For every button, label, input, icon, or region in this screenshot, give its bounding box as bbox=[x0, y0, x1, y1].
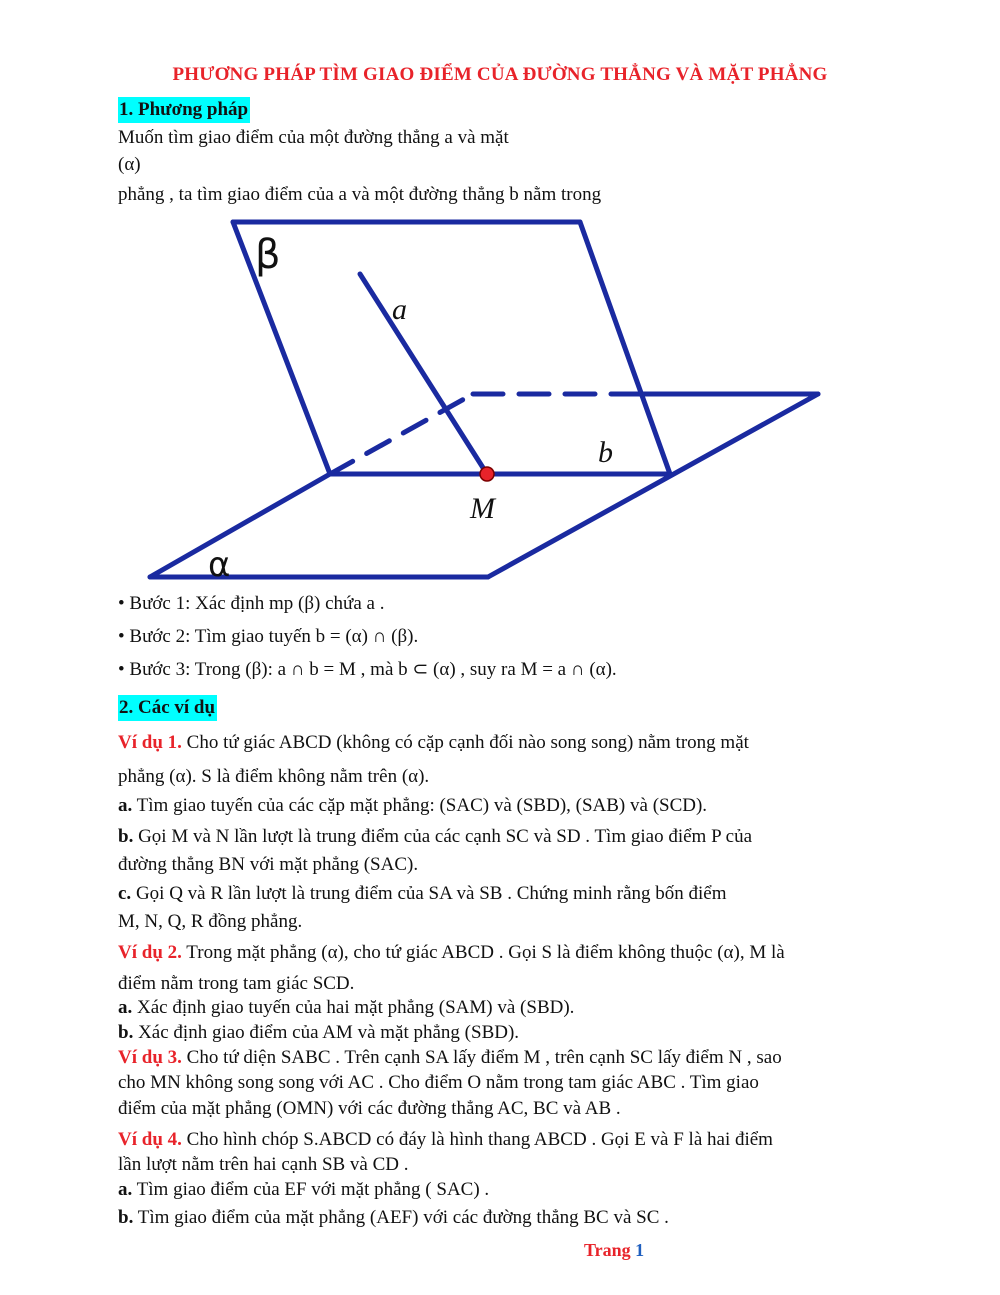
example-4-line-2: lần lượt nằm trên hai cạnh SB và CD . bbox=[118, 1154, 409, 1175]
method-text-1: Muốn tìm giao điểm của một đường thẳng a và mặt bbox=[118, 127, 509, 148]
method-text-3: phẳng , ta tìm giao điểm của a và một đường thẳng b nằm trong bbox=[118, 184, 602, 205]
example-1-b-text-1: Gọi M và N lần lượt là trung điểm của các cạnh SC và SD . Tìm giao điểm P của bbox=[133, 826, 753, 847]
alpha-label: α bbox=[208, 545, 231, 585]
section-1-heading: 1. Phương pháp bbox=[118, 97, 250, 123]
example-3-line-2: cho MN không song song với AC . Cho điểm O nằm trong tam giác ABC . Tìm giao bbox=[118, 1072, 759, 1093]
step-2: • Bước 2: Tìm giao tuyến b = (α) ∩ (β). bbox=[118, 626, 419, 647]
example-4-a-label: a. bbox=[118, 1179, 133, 1200]
example-2-a-text: Xác định giao tuyến của hai mặt phẳng (SAM) và (SBD). bbox=[132, 997, 575, 1018]
page-label: Trang bbox=[584, 1240, 631, 1260]
example-1-line-1 bbox=[118, 731, 749, 755]
example-2-b-text: Xác định giao điểm của AM và mặt phẳng (SBD). bbox=[133, 1022, 520, 1043]
example-1-b-label: b. bbox=[118, 826, 134, 847]
example-2-label: Ví dụ 2. bbox=[118, 942, 182, 963]
example-4-a-text: Tìm giao điểm của EF với mặt phẳng ( SAC) . bbox=[132, 1179, 490, 1200]
example-1-text-1: Cho tứ giác ABCD (không có cặp cạnh đối nào song song) nằm trong mặt bbox=[181, 732, 749, 753]
example-1-part-b-2: đường thẳng BN với mặt phẳng (SAC). bbox=[118, 854, 419, 875]
example-1-label: Ví dụ 1. bbox=[118, 732, 182, 753]
alpha-hidden-left-edge bbox=[330, 394, 473, 474]
example-2-a-label: a. bbox=[118, 997, 133, 1018]
example-1-a-label: a. bbox=[118, 795, 133, 816]
example-1-part-c-2: M, N, Q, R đồng phẳng. bbox=[118, 911, 303, 932]
page-number: 1 bbox=[635, 1240, 645, 1260]
b-label: b bbox=[598, 436, 613, 469]
M-label: M bbox=[470, 492, 495, 525]
example-1-line-2: phẳng (α). S là điểm không nằm trên (α). bbox=[118, 766, 430, 787]
example-4-line-1 bbox=[118, 1128, 773, 1152]
example-1-a-text: Tìm giao tuyến của các cặp mặt phẳng: (SAC) và (SBD), (SAB) và (SCD). bbox=[132, 795, 708, 816]
section-2-heading: 2. Các ví dụ bbox=[118, 695, 217, 721]
example-1-c-label: c. bbox=[118, 883, 132, 904]
example-4-part-b bbox=[118, 1206, 669, 1230]
point-M bbox=[480, 467, 494, 481]
beta-right-edge bbox=[580, 222, 670, 474]
example-2-line-1 bbox=[118, 941, 785, 965]
beta-label: β bbox=[255, 232, 281, 278]
example-2-part-b bbox=[118, 1021, 519, 1045]
example-3-text-1: Cho tứ diện SABC . Trên cạnh SA lấy điểm M , trên cạnh SC lấy điểm N , sao bbox=[181, 1047, 782, 1068]
step-3: • Bước 3: Trong (β): a ∩ b = M , mà b ⊂ (α) , suy ra M = a ∩ (α). bbox=[118, 659, 617, 680]
example-1-c-text-1: Gọi Q và R lần lượt là trung điểm của SA và SB . Chứng minh rằng bốn điểm bbox=[131, 883, 727, 904]
document-title: PHƯƠNG PHÁP TÌM GIAO ĐIỂM CỦA ĐƯỜNG THẲNG VÀ MẶT PHẲNG bbox=[172, 64, 828, 85]
page-footer bbox=[584, 1240, 644, 1261]
example-4-text-1: Cho hình chóp S.ABCD có đáy là hình thang ABCD . Gọi E và F là hai điểm bbox=[181, 1129, 773, 1150]
example-2-part-a bbox=[118, 996, 574, 1020]
example-3-label: Ví dụ 3. bbox=[118, 1047, 182, 1068]
alpha-left-edge bbox=[150, 474, 330, 577]
method-text-2: (α) bbox=[118, 154, 141, 175]
section-1-heading-row bbox=[118, 98, 250, 122]
example-1-part-c-1 bbox=[118, 882, 727, 906]
section-2-heading-row bbox=[118, 696, 217, 720]
example-4-part-a bbox=[118, 1178, 489, 1202]
example-2-b-label: b. bbox=[118, 1022, 134, 1043]
example-4-b-text: Tìm giao điểm của mặt phẳng (AEF) với các đường thẳng BC và SC . bbox=[133, 1207, 669, 1228]
example-2-text-1: Trong mặt phẳng (α), cho tứ giác ABCD . Gọi S là điểm không thuộc (α), M là bbox=[181, 942, 785, 963]
example-2-line-2: điểm nằm trong tam giác SCD. bbox=[118, 973, 355, 994]
example-4-b-label: b. bbox=[118, 1207, 134, 1228]
beta-left-edge bbox=[233, 222, 330, 474]
example-1-part-b-1 bbox=[118, 825, 752, 849]
example-1-part-a bbox=[118, 794, 707, 818]
example-4-label: Ví dụ 4. bbox=[118, 1129, 182, 1150]
a-label: a bbox=[392, 293, 407, 326]
example-3-line-1 bbox=[118, 1046, 782, 1070]
example-3-line-3: điểm của mặt phẳng (OMN) với các đường thẳng AC, BC và AB . bbox=[118, 1098, 621, 1119]
planes-figure bbox=[130, 212, 830, 587]
step-1: • Bước 1: Xác định mp (β) chứa a . bbox=[118, 593, 385, 614]
